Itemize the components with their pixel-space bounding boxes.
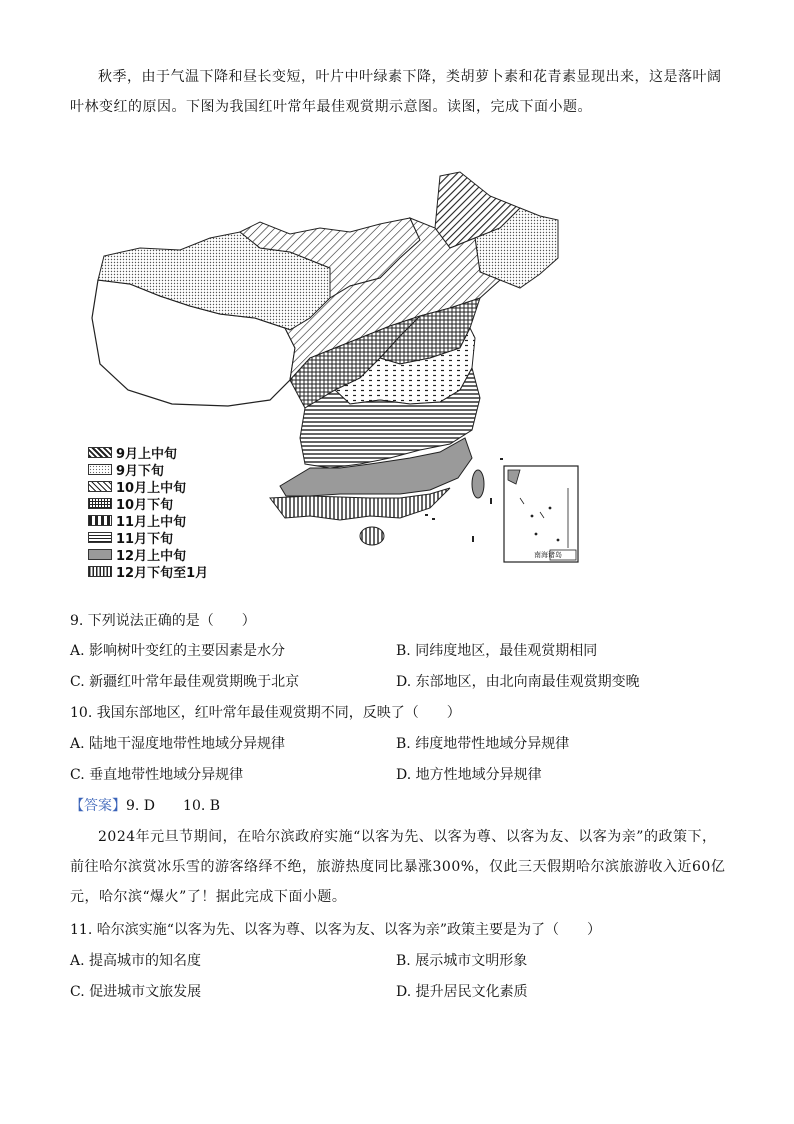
intro-paragraph-2: 2024年元旦节期间，在哈尔滨政府实施“以客为先、以客为尊、以客为友、以客为亲”的政策下，前往哈尔滨赏冰乐雪的游客络绎不绝，旅游热度同比暴涨300%，仅此三天假期哈尔滨旅游收入近60亿元，哈尔滨“爆火”了！据此完成下面小题。 — [70, 829, 726, 905]
legend-swatch — [88, 498, 112, 509]
legend-swatch — [88, 532, 112, 543]
legend-label: 10月下旬 — [116, 497, 174, 513]
q11-stem: 11. 哈尔滨实施“以客为先、以客为尊、以客为友、以客为亲”政策主要是为了（ ） — [70, 922, 602, 938]
legend-swatch — [88, 464, 112, 475]
legend-item — [88, 563, 208, 579]
taiwan-island — [472, 470, 484, 498]
inset-label: 南海诸岛 — [534, 551, 562, 559]
q10-option-c: C. 垂直地带性地域分异规律 — [70, 767, 244, 783]
q9-option-a: A. 影响树叶变红的主要因素是水分 — [70, 643, 286, 659]
legend-label: 10月上中旬 — [116, 480, 187, 496]
q9-stem: 9. 下列说法正确的是（ ） — [70, 613, 256, 629]
legend-item — [88, 546, 208, 562]
legend-label: 11月下旬 — [116, 531, 174, 547]
legend-label: 9月上中旬 — [116, 446, 178, 462]
q11-option-c: C. 促进城市文旅发展 — [70, 984, 202, 1000]
legend-label: 9月下旬 — [116, 463, 165, 479]
legend-swatch — [88, 481, 112, 492]
legend-swatch — [88, 447, 112, 458]
hainan-island — [360, 527, 384, 545]
legend-item — [88, 495, 208, 511]
legend-item — [88, 461, 208, 477]
legend-label: 12月下旬至1月 — [116, 565, 209, 581]
legend-swatch — [88, 566, 112, 577]
q10-option-a: A. 陆地干湿度地带性地域分异规律 — [70, 736, 286, 752]
intro-paragraph-1: 秋季，由于气温下降和昼长变短，叶片中叶绿素下降，类胡萝卜素和花青素显现出来，这是落叶阔叶林变红的原因。下图为我国红叶常年最佳观赏期示意图。读图，完成下面小题。 — [70, 69, 722, 115]
legend-item — [88, 512, 208, 528]
legend-item — [88, 478, 208, 494]
legend-swatch — [88, 515, 112, 526]
q9-option-c: C. 新疆红叶常年最佳观赏期晚于北京 — [70, 674, 300, 690]
legend-item — [88, 444, 208, 460]
q11-option-a: A. 提高城市的知名度 — [70, 953, 202, 969]
q9-option-b: B. 同纬度地区，最佳观赏期相同 — [396, 643, 598, 659]
map-legend — [88, 444, 208, 580]
q10-option-b: B. 纬度地带性地域分异规律 — [396, 736, 570, 752]
q10-stem: 10. 我国东部地区，红叶常年最佳观赏期不同，反映了（ ） — [70, 705, 461, 721]
q10-option-d: D. 地方性地域分异规律 — [396, 767, 542, 783]
legend-item — [88, 529, 208, 545]
legend-label: 11月上中旬 — [116, 514, 187, 530]
answer-line — [70, 791, 220, 821]
answer-text: 9. D 10. B — [126, 798, 221, 814]
answer-label: 【答案】 — [70, 798, 126, 814]
legend-swatch — [88, 549, 112, 560]
legend-label: 12月上中旬 — [116, 548, 187, 564]
q11-option-b: B. 展示城市文明形象 — [396, 953, 528, 969]
q11-option-d: D. 提升居民文化素质 — [396, 984, 528, 1000]
q9-option-d: D. 东部地区，由北向南最佳观赏期变晚 — [396, 674, 640, 690]
